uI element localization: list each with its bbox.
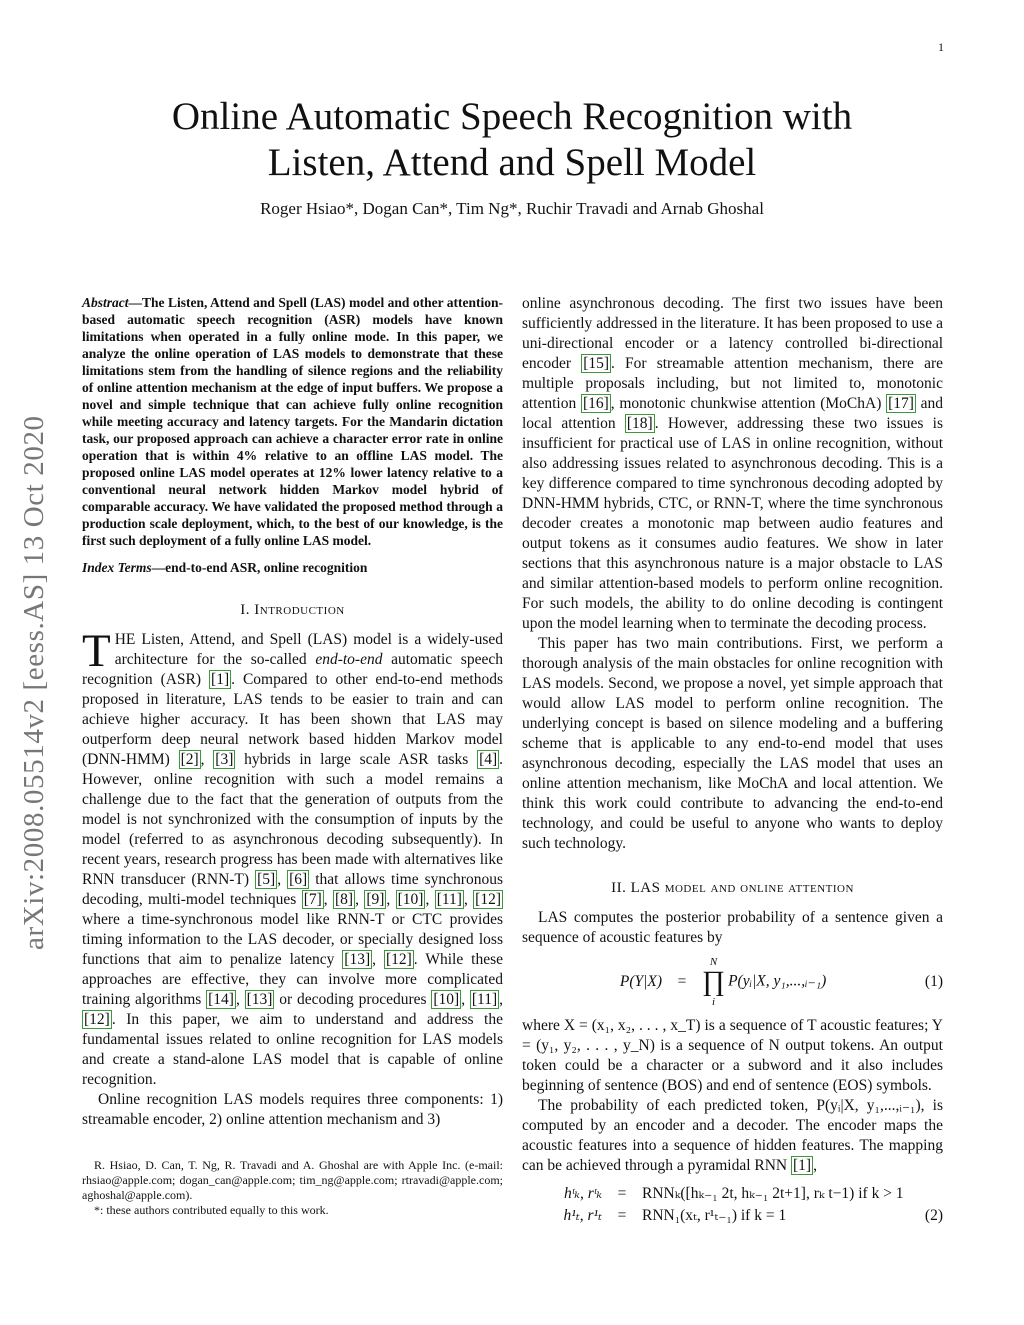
index-terms-text: —end-to-end ASR, online recognition: [151, 560, 368, 575]
citation-link[interactable]: [16]: [582, 395, 609, 412]
footnote-affiliation: R. Hsiao, D. Can, T. Ng, R. Travadi and A. Ghoshal are with Apple Inc. (e-mail: rhsiao@apple.com; dogan_can@apple.com; tim_ng@apple.com; rtravadi@apple.com; aghoshal@apple.com).: [82, 1158, 503, 1202]
citation-link[interactable]: [11]: [436, 891, 462, 908]
eq2b-op: =: [617, 1207, 627, 1224]
eq2b-rhs: RNN₁(xₜ, r¹ₜ₋₁) if k = 1: [642, 1207, 787, 1224]
abstract-label: Abstract: [82, 295, 129, 310]
citation-link[interactable]: [12]: [475, 891, 501, 908]
right-paragraph-1: online asynchronous decoding. The first two issues have been sufficiently addressed in the literature. It has been proposed to use a uni-directional encoder or a latency controlled bi-directional encoder [15] . For streamable attention mechanism, there are multiple proposals including, but not limited to, monotonic attention [16] , monotonic chunkwise attention (MoChA) [17] and local attention [18] . However, addressing these two issues is insufficient for practical use of LAS in online recognition, without also addressing issues related to asynchronous decoding. This is a key difference compared to time synchronous decoding adopted by DNN-HMM hybrids, CTC, or RNN-T, where the time synchronous decoder creates a monotonic map between audio features and output tokens as it consumes audio features. We show in later sections that this asynchronous nature is a major obstacle to LAS and similar attention-based models to perform online recognition. For such models, the ability to do online decoding is contingent upon the model learning when to terminate the decoding process.: [522, 295, 943, 632]
citation-link[interactable]: [8]: [335, 891, 354, 908]
title-line-2: Listen, Attend and Spell Model: [267, 141, 757, 184]
sec2-paragraph-3: The probability of each predicted token, P(yᵢ|X, y₁,...,ᵢ₋₁), is computed by an encoder and a decoder. The encoder maps the acoustic features into a sequence of hidden features. The mapping can be achieved through a pyramidal RNN [1] ,: [522, 1097, 943, 1174]
citation-link[interactable]: [9]: [366, 891, 385, 908]
citation-link[interactable]: [15]: [583, 355, 610, 372]
product-operator: N ∏ i: [702, 956, 726, 1008]
eq1-op: =: [677, 973, 687, 990]
equation-1: [522, 956, 943, 1008]
citation-link[interactable]: [7]: [303, 891, 322, 908]
citation-link[interactable]: [2]: [180, 751, 199, 768]
sec2-paragraph-1: LAS computes the posterior probability of a sentence given a sequence of acoustic features by: [522, 909, 943, 946]
eq1-lhs: P(Y|X): [619, 973, 662, 990]
citation-link[interactable]: [3]: [215, 751, 234, 768]
eq2b-lhs: h¹ₜ, r¹ₜ: [563, 1207, 602, 1224]
drop-cap: T: [82, 625, 111, 677]
sec2-paragraph-2: where X = (x₁, x₂, . . . , x_T) is a sequence of T acoustic features; Y = (y₁, y₂, . . . , y_N) is a sequence of N output tokens. An output token could be a character or a subword and it also includes beginning of sentence (BOS) and end of sentence (EOS) symbols.: [522, 1017, 943, 1094]
abstract-text: —The Listen, Attend and Spell (LAS) model and other attention-based automatic speech recognition (ASR) models have known limitations when operated in a fully online mode. In this paper, we analyze the online operation of LAS models to demonstrate that these limitations stem from the handling of silence regions and the reliability of online attention mechanism at the edge of input buffers. We propose a novel and simple technique that can achieve fully online recognition while meeting accuracy and latency targets. For the Mandarin dictation task, our proposed approach can achieve a character error rate in online operation that is within 4% relative to an offline LAS model. The proposed online LAS model operates at 12% lower latency relative to a conventional neural network hidden Markov model hybrid of comparable accuracy. We have validated the proposed method through a production scale deployment, which, to the best of our knowledge, is the first such deployment of a fully online LAS model.: [82, 295, 503, 548]
title-line-1: Online Automatic Speech Recognition with: [171, 95, 853, 138]
section-heading-introduction: I. Introduction: [240, 602, 345, 618]
page-number: 1: [938, 40, 944, 54]
citation-link[interactable]: [18]: [626, 415, 653, 432]
section-heading-las: II. LAS model and online attention: [611, 880, 854, 896]
left-column: [82, 294, 503, 1218]
footnote-equal-contribution: *: these authors contributed equally to this work.: [94, 1203, 329, 1217]
citation-link[interactable]: [11]: [471, 991, 498, 1008]
eq2-number: (2): [924, 1207, 943, 1224]
citation-link[interactable]: [12]: [385, 951, 412, 968]
citation-link[interactable]: [13]: [246, 991, 273, 1008]
eq1-number: (1): [924, 973, 943, 990]
citation-link[interactable]: [6]: [289, 871, 308, 888]
citation-link[interactable]: [1]: [793, 1157, 812, 1174]
arxiv-identifier: arXiv:2008.05514v2 [eess.AS] 13 Oct 2020: [18, 415, 50, 950]
footnotes: [82, 1158, 503, 1218]
equation-2a: [522, 1184, 943, 1204]
citation-link[interactable]: [12]: [84, 1011, 110, 1028]
citation-link[interactable]: [10]: [433, 991, 460, 1008]
author-list: Roger Hsiao*, Dogan Can*, Tim Ng*, Ruchir Travadi and Arnab Ghoshal: [260, 199, 764, 218]
eq2a-rhs: RNNₖ([hₖ₋₁ 2t, hₖ₋₁ 2t+1], rₖ t−1) if k > 1: [642, 1185, 904, 1202]
equation-2b: [522, 1206, 943, 1226]
citation-link[interactable]: [1]: [211, 671, 230, 688]
intro-paragraph-2: Online recognition LAS models requires three components: 1) streamable encoder, 2) online attention mechanism and 3): [82, 1091, 503, 1128]
citation-link[interactable]: [14]: [208, 991, 234, 1008]
eq1-rhs: N ∏ i P(yᵢ|X, y₁,...,ᵢ₋₁): [702, 956, 827, 1008]
intro-paragraph-1: THE Listen, Attend, and Spell (LAS) model is a widely-used architecture for the so-called end-to-end automatic speech recognition (ASR) [1] . Compared to other end-to-end methods proposed in literature, LAS tends to be easier to train and can achieve higher accuracy. It has been shown that LAS may outperform deep neural network based hidden Markov model (DNN-HMM) [2] , [3] hybrids in large scale ASR tasks [4] . However, online recognition with such a model remains a challenge due to the fact that the generation of outputs from the model is not synchronized with the consumption of inputs by the model (referred to as asynchronous decoding subsequently). In recent years, research progress has been made with alternatives like RNN transducer (RNN-T) [5] , [6] that allows time synchronous decoding, multi-model techniques [7] , [8] , [9] , [10] , [11] , [12] where a time-synchronous model like RNN-T or CTC provides timing information to the LAS decoder, or specially designed loss functions that aim to penalize latency [13] , [12] . While these approaches are effective, they can involve more complicated training algorithms [14] , [13] or decoding procedures [10] , [11] , [12] . In this paper, we aim to understand and address the fundamental issues related to online recognition for LAS models and create a stand-alone LAS model that is capable of online recognition.: [82, 625, 504, 1088]
abstract: [82, 294, 503, 549]
right-paragraph-2: This paper has two main contributions. First, we perform a thorough analysis of the main obstacles for online recognition with LAS models. Second, we propose a novel, yet simple approach that would allow LAS model to perform online recognition. The underlying concept is based on silence modeling and a buffering scheme that is applicable to any end-to-end model that uses asynchronous decoding, especially the LAS model that uses an online attention mechanism, like MoChA and local attention. We think this work could contribute to advancing the end-to-end technology, and could be useful to anyone who wants to deploy such technology.: [522, 635, 943, 852]
citation-link[interactable]: [10]: [397, 891, 424, 908]
eq2a-lhs: hᵗₖ, rᵗₖ: [563, 1185, 602, 1202]
index-terms: [82, 559, 503, 576]
citation-link[interactable]: [4]: [479, 751, 498, 768]
index-terms-label: Index Terms: [82, 560, 152, 575]
citation-link[interactable]: [17]: [888, 395, 914, 412]
citation-link[interactable]: [13]: [344, 951, 371, 968]
paper-title: [120, 94, 904, 186]
right-column: [522, 294, 943, 1234]
eq2a-op: =: [617, 1185, 627, 1202]
citation-link[interactable]: [5]: [257, 871, 276, 888]
